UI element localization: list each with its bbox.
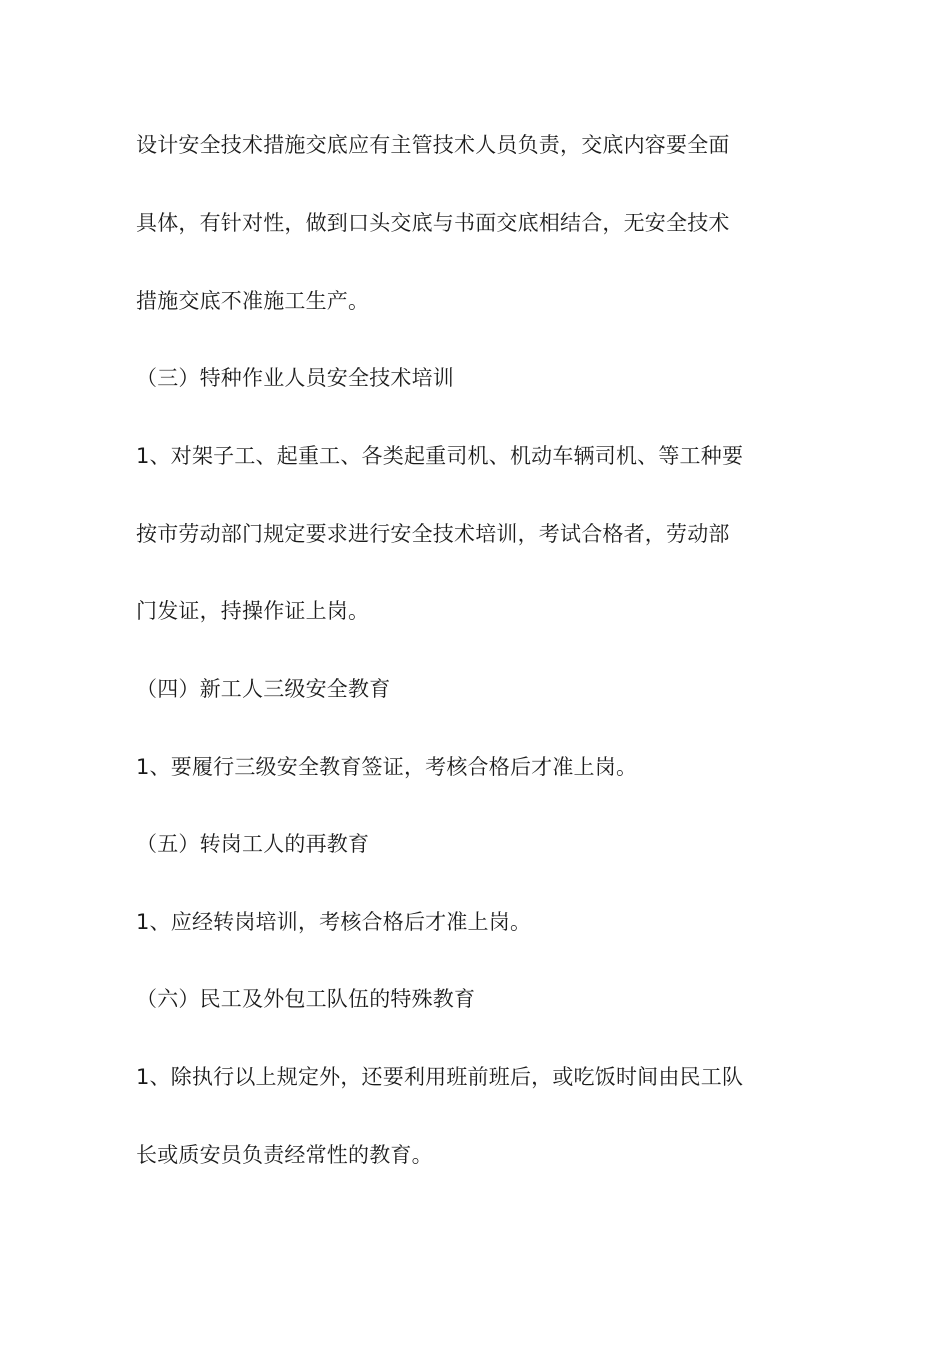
paragraph-line: 长或质安员负责经常性的教育。 <box>136 1143 433 1167</box>
paragraph-line: 措施交底不准施工生产。 <box>136 289 370 313</box>
list-item: 1、应经转岗培训，考核合格后才准上岗。 <box>136 910 532 934</box>
paragraph-line: 设计安全技术措施交底应有主管技术人员负责，交底内容要全面 <box>136 133 730 157</box>
list-item: 1、要履行三级安全教育签证，考核合格后才准上岗。 <box>136 755 638 779</box>
list-item: 1、对架子工、起重工、各类起重司机、机动车辆司机、等工种要 <box>136 444 744 468</box>
paragraph-line: 门发证，持操作证上岗。 <box>136 599 370 623</box>
section-heading: （三）特种作业人员安全技术培训 <box>136 366 454 390</box>
list-item: 1、除执行以上规定外，还要利用班前班后，或吃饭时间由民工队 <box>136 1065 744 1089</box>
section-heading: （五）转岗工人的再教育 <box>136 832 370 856</box>
section-heading: （六）民工及外包工队伍的特殊教育 <box>136 987 476 1011</box>
paragraph-line: 按市劳动部门规定要求进行安全技术培训，考试合格者，劳动部 <box>136 522 730 546</box>
section-heading: （四）新工人三级安全教育 <box>136 677 391 701</box>
paragraph-line: 具体，有针对性，做到口头交底与书面交底相结合，无安全技术 <box>136 211 730 235</box>
